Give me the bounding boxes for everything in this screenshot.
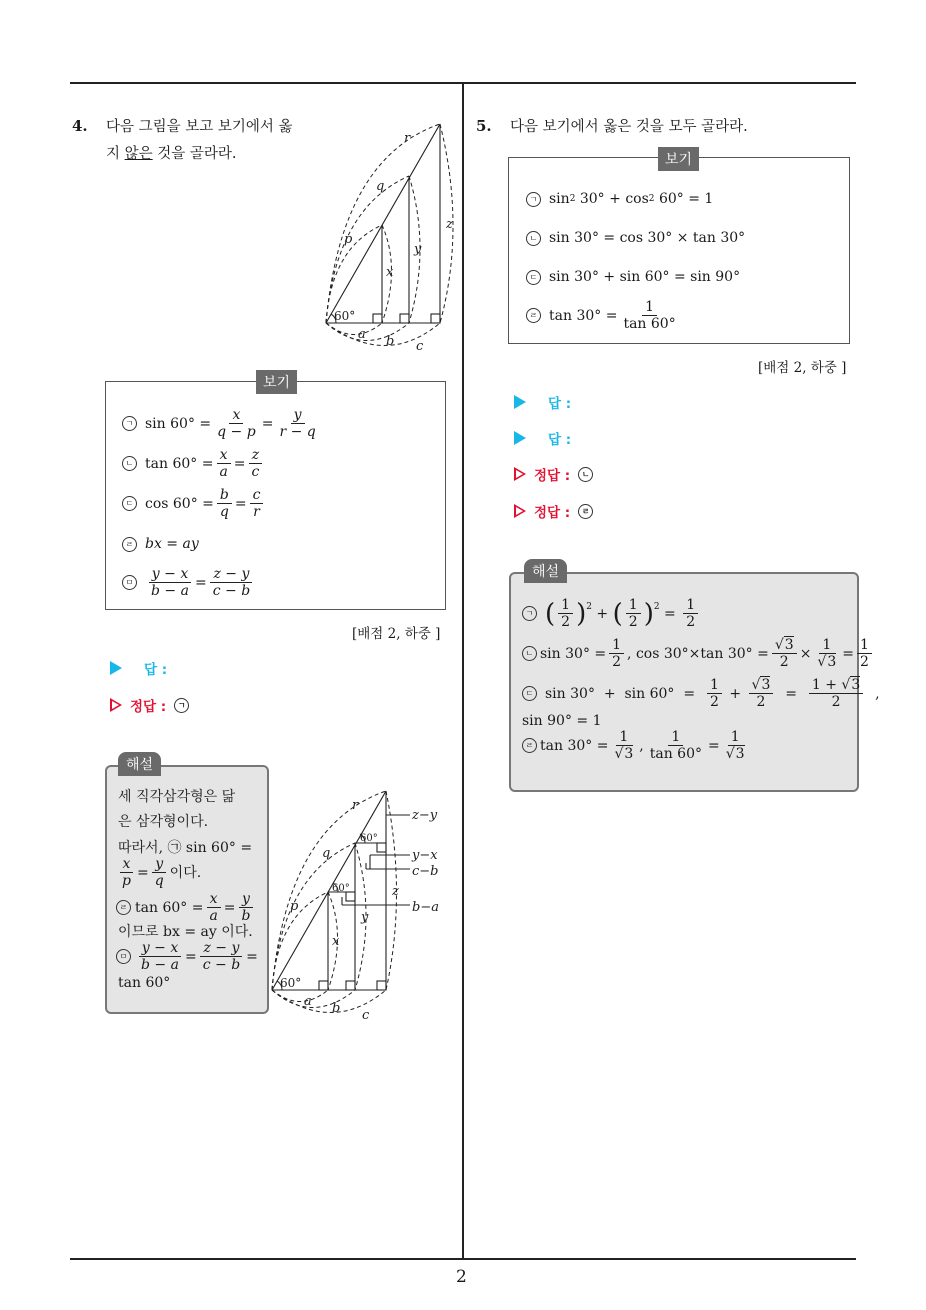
circle-1-icon: ㄱ: [122, 416, 137, 431]
q4-fig-y: y: [414, 242, 422, 257]
q4-expl-line4: $\frac{x}{p}$ = $\frac{y}{q}$ 이다.: [116, 856, 201, 889]
q4-expl-line7: ㅁ $\frac{y - x}{b - a}$ = $\frac{z - y}{c - b}$ =: [116, 940, 258, 973]
q4-fig-z: z: [446, 217, 453, 232]
q5-circle-2-icon: ㄴ: [526, 231, 541, 246]
q4-fig-r: r: [404, 131, 411, 146]
q4-score: [배점 2, 하중 ]: [352, 626, 441, 642]
q4-answer-label: 답 :: [144, 662, 168, 678]
q5-expl-line2: ㄴ sin 30° = $\frac{1}{2}$ , cos 30°×tan 30° = $\frac{√3}{2}$ × $\frac{1}{√3}$ = $\frac{1}{2}$: [522, 637, 875, 670]
q4-fig-angle: 60°: [334, 309, 356, 323]
q4-number: 4.: [72, 117, 88, 135]
q4-fig-p: p: [344, 232, 353, 247]
q4-efig-zy: z−y: [412, 808, 438, 823]
q4-efig-y: y: [361, 910, 369, 925]
q4-fig-a: a: [358, 327, 366, 342]
bottom-rule: [70, 1258, 856, 1260]
q5-answer-row-2: [514, 428, 571, 448]
q4-expl-line8: tan 60°: [118, 975, 171, 991]
q5-expl-line5: ㄹ tan 30° = $\frac{1}{√3}$ , $\frac{1}{\tan 60^\circ}$ = $\frac{1}{√3}$: [522, 729, 751, 762]
q5-bogi-tag: 보기: [658, 147, 699, 171]
q4-bogi-tag: 보기: [256, 370, 297, 394]
q5-item-1: ㄱ sin 2 30° + cos 2 60° = 1: [526, 191, 713, 207]
play-blue-icon: [514, 431, 526, 445]
circle-3-icon: ㄷ: [122, 496, 137, 511]
play-outline-red-icon: [514, 504, 526, 518]
q4-expl-line3: 따라서, ㉠ sin 60° =: [118, 840, 253, 856]
circle-2-icon: ㄴ: [122, 456, 137, 471]
q4-fig-b: b: [386, 334, 395, 349]
q4-efig-a: a: [304, 994, 312, 1009]
q5-expl-line3: ㄷ sin 30° + sin 60° = $\frac{1}{2}$ + $\frac{√3}{2}$ = $\frac{1 + √3}{2}$ ,: [522, 677, 880, 710]
q5-correct-row-2: [514, 501, 601, 521]
q4-item-5: ㅁ $\frac{y - x}{b - a}$ = $\frac{z - y}{c - b}$: [122, 566, 256, 599]
q4-item-3: ㄷ cos 60° = $\frac{b}{q}$ = $\frac{c}{r}$: [122, 487, 266, 520]
play-outline-red-icon: [514, 467, 526, 481]
q4-efig-r: r: [352, 798, 359, 813]
q5-answer-label-1: 답 :: [548, 396, 572, 412]
q4-efig-b: b: [332, 1001, 341, 1016]
q4-correct-value: ㄱ: [174, 698, 189, 713]
q4-efig-q: q: [322, 846, 331, 861]
q5-text: 다음 보기에서 옳은 것을 모두 골라라.: [510, 119, 748, 135]
q4-item-2: ㄴ tan 60° = $\frac{x}{a}$ = $\frac{z}{c}$: [122, 447, 265, 480]
circle-5-icon: ㅁ: [122, 575, 137, 590]
q5-score: [배점 2, 하중 ]: [758, 360, 847, 376]
q4-fig-q: q: [376, 179, 385, 194]
q5-expl-tag: 해설: [524, 559, 567, 583]
q4-figure: [316, 118, 466, 358]
play-outline-red-icon: [110, 698, 122, 712]
q4-text-line2: 지 않은 것을 골라라.: [106, 146, 237, 162]
q4-efig-yx: y−x: [412, 848, 438, 863]
q5-correct-value-2: ㄹ: [578, 504, 593, 519]
play-blue-icon: [110, 661, 122, 675]
q5-expl-line1: ㄱ ( $\frac{1}{2}$ ) $^2$ + ( $\frac{1}{2}$ ) $^2$ = $\frac{1}{2}$: [522, 597, 701, 630]
q4-efig-c: c: [362, 1008, 370, 1023]
q5-item-2: ㄴ sin 30° = cos 30° × tan 30°: [526, 230, 745, 246]
q4-expl-line2: 은 삼각형이다.: [118, 814, 209, 830]
q5-item-3: ㄷ sin 30° + sin 60° = sin 90°: [526, 269, 740, 285]
q4-text: [106, 114, 293, 168]
q5-item-4: ㄹ tan 30° = $\frac{1}{\tan 60^\circ}$: [526, 299, 682, 332]
q4-item-4: ㄹ bx = ay: [122, 536, 199, 552]
q4-text-line1: 다음 그림을 보고 보기에서 옳: [106, 119, 293, 135]
q4-expl-tag: 해설: [118, 752, 161, 776]
q4-expl-line1: 세 직각삼각형은 닮: [118, 789, 236, 805]
q4-item-1: ㄱ sin 60° = $\frac{x}{q - p}$ = $\frac{y}{r - q}$: [122, 407, 322, 440]
q5-correct-value-1: ㄴ: [578, 467, 593, 482]
play-blue-icon: [514, 395, 526, 409]
q5-number: 5.: [476, 117, 492, 135]
circle-4-icon: ㄹ: [122, 537, 137, 552]
q4-efig-angle3: 60°: [360, 833, 378, 844]
q4-answer-row: [110, 658, 167, 678]
q4-fig-x: x: [386, 265, 394, 280]
q5-circle-3-icon: ㄷ: [526, 270, 541, 285]
q5-answer-row-1: [514, 392, 571, 412]
q4-fig-c: c: [416, 339, 424, 354]
page-number: 2: [456, 1267, 467, 1287]
q5-answer-label-2: 답 :: [548, 432, 572, 448]
q4-efig-angle2: 60°: [332, 883, 350, 894]
q4-expl-figure: [262, 785, 458, 1025]
q5-circle-4-icon: ㄹ: [526, 308, 541, 323]
q4-efig-z: z: [392, 884, 399, 899]
q4-correct-row: [110, 695, 197, 715]
q4-efig-x: x: [332, 934, 340, 949]
q5-correct-row-1: [514, 464, 601, 484]
q5-expl-line4: sin 90° = 1: [522, 713, 602, 729]
q5-correct-label-1: 정답 :: [534, 468, 571, 484]
q4-expl-line5: ㄹ tan 60° = $\frac{x}{a}$ = $\frac{y}{b}$: [116, 891, 257, 924]
q5-correct-label-2: 정답 :: [534, 505, 571, 521]
q4-efig-p: p: [290, 899, 299, 914]
q4-efig-angle: 60°: [280, 976, 302, 990]
q4-expl-line6: 이므로 bx = ay 이다.: [118, 924, 253, 940]
q5-circle-1-icon: ㄱ: [526, 192, 541, 207]
q4-efig-cb: c−b: [412, 864, 439, 879]
q4-correct-label: 정답 :: [130, 699, 167, 715]
q4-efig-ba: b−a: [412, 900, 439, 915]
